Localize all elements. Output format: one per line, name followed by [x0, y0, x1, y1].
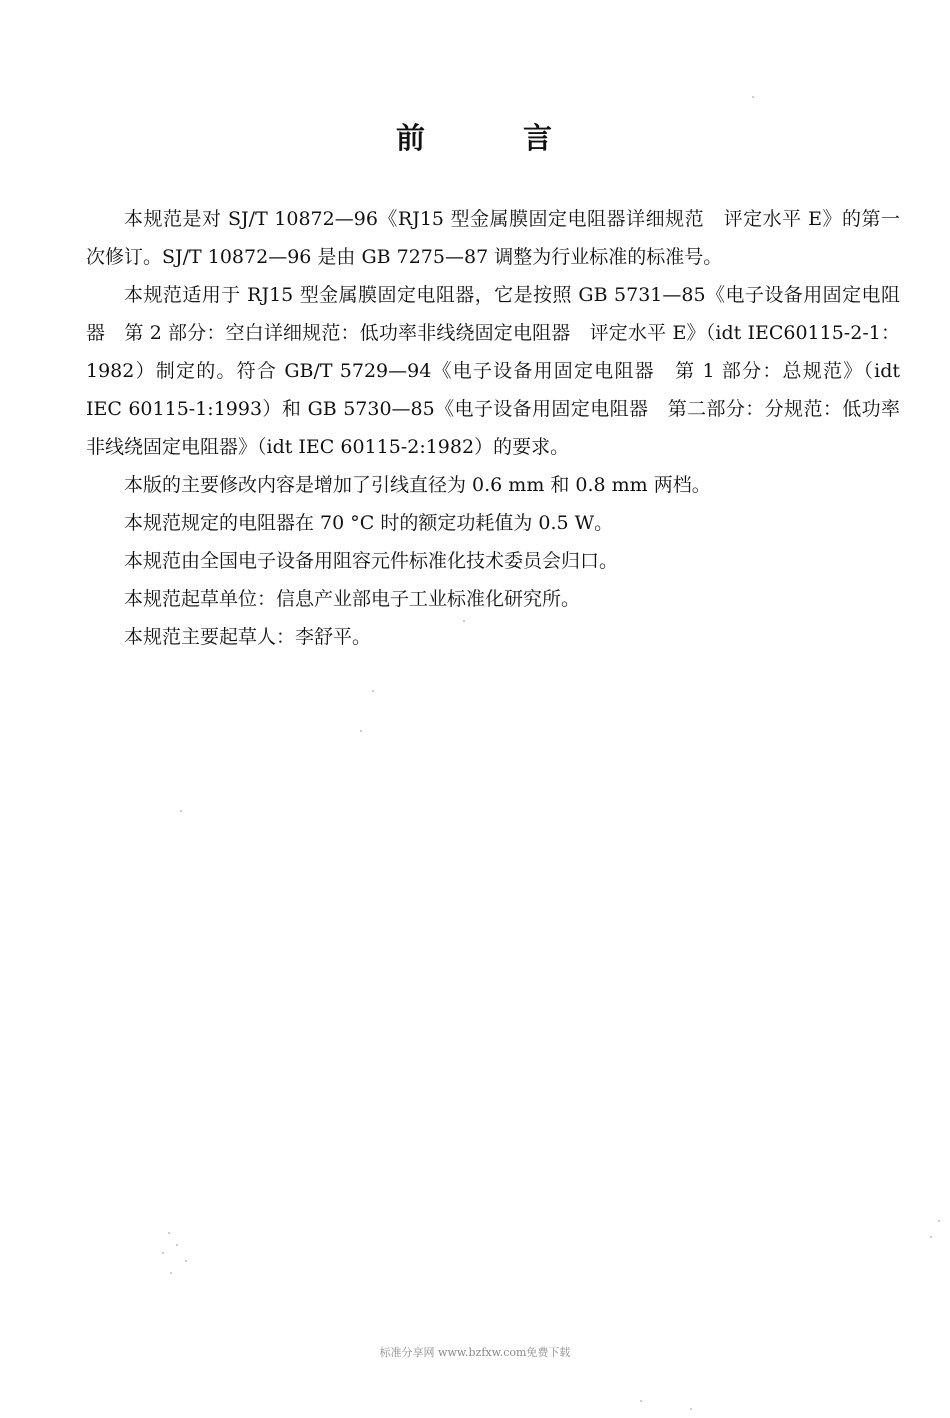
scan-speck — [463, 620, 465, 622]
paragraph-revision: 本规范是对 SJ/T 10872—96《RJ15 型金属膜固定电阻器详细规范 评定水平 E》的第一次修订。SJ/T 10872—96 是由 GB 7275—87 调整为行业标准的标准号。 — [86, 208, 900, 268]
scan-speck — [170, 1272, 172, 1274]
scan-speck — [176, 1244, 178, 1246]
title-char-1: 前 — [395, 121, 427, 155]
scan-speck — [938, 1220, 940, 1222]
scan-speck — [640, 1400, 642, 1402]
scan-speck — [372, 690, 374, 692]
page-title — [0, 116, 950, 157]
foreword-body — [86, 200, 900, 656]
paragraph-scope: 本规范适用于 RJ15 型金属膜固定电阻器，它是按照 GB 5731—85《电子设备用固定电阻器 第 2 部分：空白详细规范：低功率非线绕固定电阻器 评定水平 E》（idt IEC60115-2-1：1982）制定的。符合 GB/T 5729—94《电子设备用固定电阻器 第 1 部分：总规范》（idt IEC 60115-1:1993）和 GB 5730—85《电子设备用固定电阻器 第二部分：分规范：低功率非线绕固定电阻器》（idt IEC 60115-2:1982）的要求。 — [86, 284, 900, 458]
title-char-2: 言 — [523, 121, 555, 155]
scan-speck — [752, 96, 754, 98]
scan-speck — [360, 730, 362, 732]
paragraph-drafting-unit: 本规范起草单位：信息产业部电子工业标准化研究所。 — [124, 588, 581, 610]
scan-speck — [185, 1260, 187, 1262]
scan-speck — [162, 1252, 164, 1254]
scan-speck — [690, 1408, 692, 1410]
scan-speck — [180, 810, 182, 812]
paragraph-drafters: 本规范主要起草人：李舒平。 — [124, 626, 372, 648]
paragraph-rated-power: 本规范规定的电阻器在 70 °C 时的额定功耗值为 0.5 W。 — [124, 512, 614, 534]
footer-watermark: 标准分享网 www.bzfxw.com免费下载 — [379, 1346, 571, 1359]
scan-speck — [168, 1232, 170, 1234]
scan-speck — [930, 1236, 932, 1238]
paragraph-committee: 本规范由全国电子设备用阻容元件标准化技术委员会归口。 — [124, 550, 619, 572]
paragraph-changes: 本版的主要修改内容是增加了引线直径为 0.6 mm 和 0.8 mm 两档。 — [124, 474, 711, 496]
